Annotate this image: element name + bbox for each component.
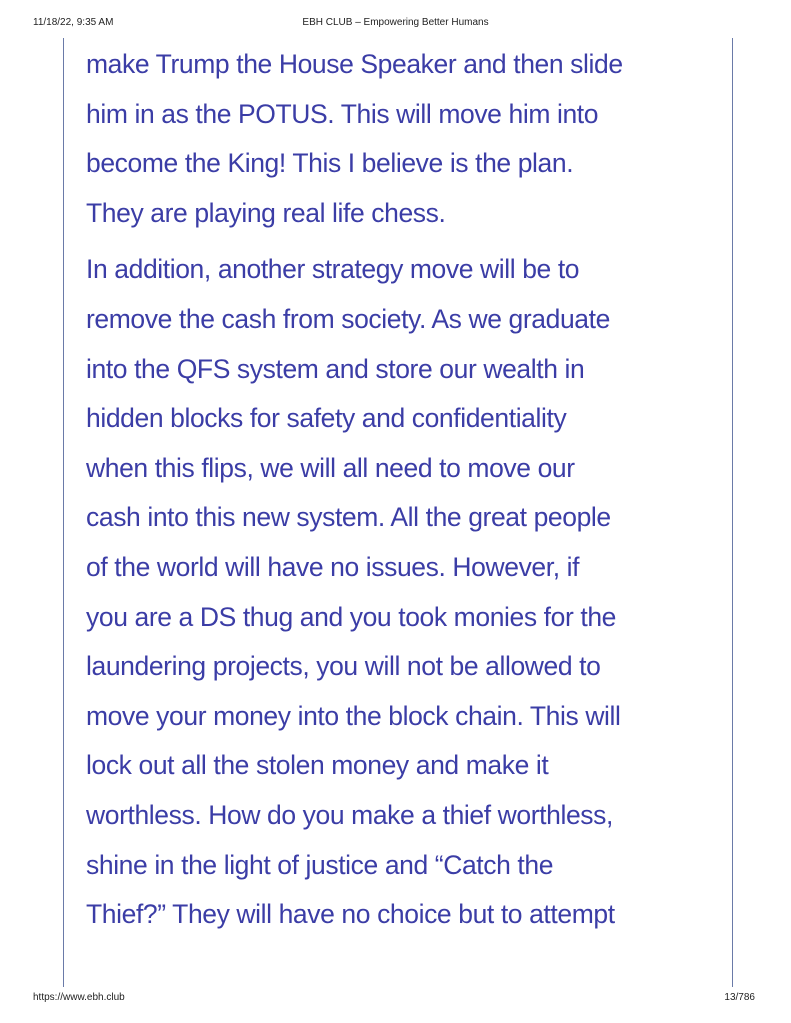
text-line: shine in the light of justice and “Catch the	[86, 849, 554, 880]
left-border-rule	[63, 38, 64, 987]
text-line: move your money into the block chain. This will	[86, 700, 621, 731]
text-line: In addition, another strategy move will be to	[86, 254, 580, 285]
page-number: 13/786	[724, 992, 755, 1003]
text-line: become the King! This I believe is the plan.	[86, 148, 574, 179]
paragraph	[86, 245, 726, 939]
text-line: laundering projects, you will not be allowed to	[86, 651, 601, 682]
text-line: make Trump the House Speaker and then slide	[86, 49, 623, 79]
text-line: when this flips, we will all need to move our	[86, 452, 575, 483]
text-line: They are playing real life chess.	[86, 197, 446, 228]
text-line: cash into this new system. All the great people	[86, 502, 611, 533]
paragraph	[86, 40, 726, 238]
text-line: remove the cash from society. As we graduate	[86, 303, 610, 334]
text-line: into the QFS system and store our wealth in	[86, 353, 585, 384]
text-line: Thief?” They will have no choice but to attempt	[86, 899, 615, 930]
right-border-rule	[732, 38, 733, 987]
page-url: https://www.ebh.club	[33, 992, 125, 1003]
text-line: of the world will have no issues. However, if	[86, 551, 580, 582]
text-line: you are a DS thug and you took monies for the	[86, 601, 616, 632]
page-title: EBH CLUB – Empowering Better Humans	[302, 17, 489, 28]
text-line: lock out all the stolen money and make it	[86, 750, 549, 781]
text-line: hidden blocks for safety and confidentiality	[86, 403, 567, 434]
print-datetime: 11/18/22, 9:35 AM	[33, 17, 114, 28]
text-line: worthless. How do you make a thief worthless,	[86, 799, 613, 830]
text-line: him in as the POTUS. This will move him into	[86, 98, 599, 129]
article-body	[86, 40, 726, 940]
